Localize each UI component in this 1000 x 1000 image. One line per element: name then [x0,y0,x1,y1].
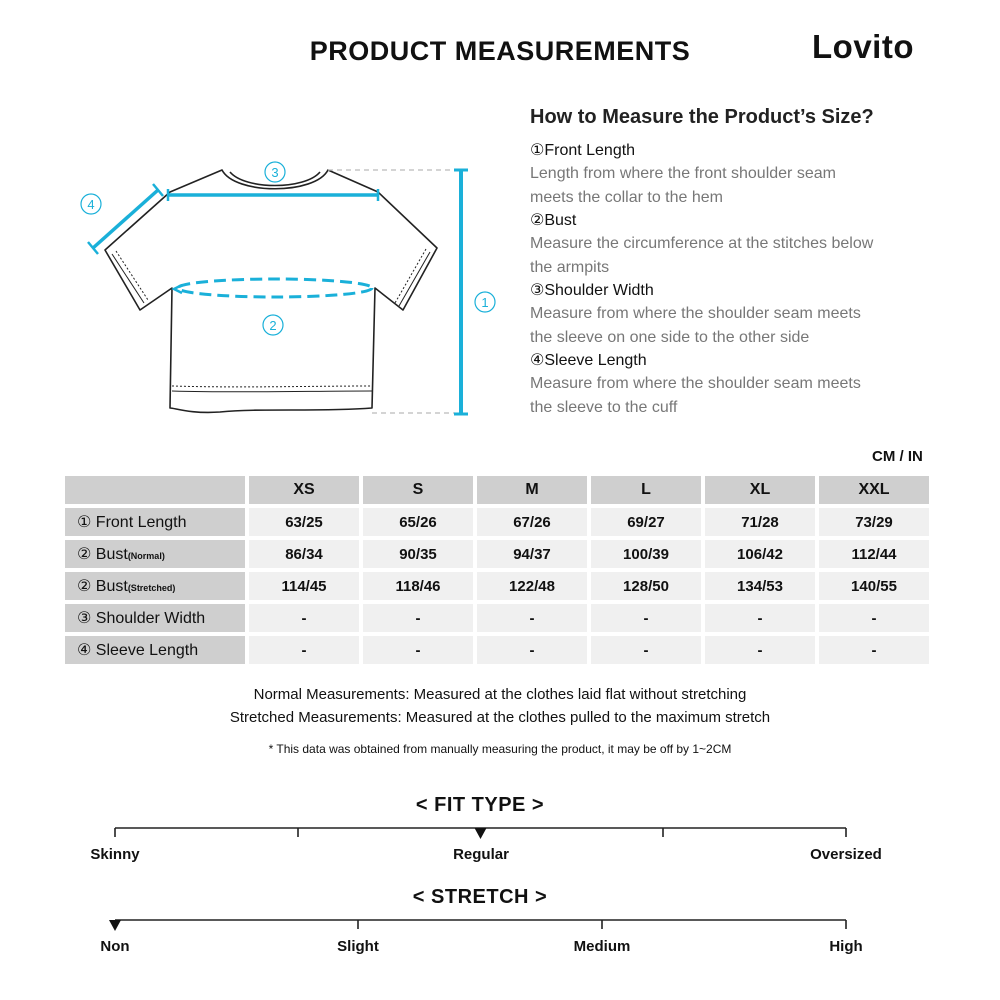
marker-bust: 2 [269,318,277,333]
howto-item [530,350,950,419]
table-cell: - [363,604,473,632]
table-cell: 65/26 [363,508,473,536]
marker-front-length: 1 [481,295,489,310]
row-label: ④ Sleeve Length [65,636,245,664]
howto-title: How to Measure the Product’s Size? [530,106,874,128]
disclaimer: * This data was obtained from manually measuring the product, it may be off by 1~2CM [268,742,732,756]
stretch-label-medium: Medium [573,938,631,955]
table-cell: - [477,604,587,632]
table-cell: - [249,636,359,664]
table-corner [65,476,245,504]
page-title: PRODUCT MEASUREMENTS [309,36,691,66]
fit-type-scale [0,820,1000,844]
fit-label-skinny: Skinny [90,846,140,863]
table-cell: 67/26 [477,508,587,536]
table-cell: 90/35 [363,540,473,568]
table-row [65,604,929,632]
table-cell: 112/44 [819,540,929,568]
table-cell: 134/53 [705,572,815,600]
stretched-note: Stretched Measurements: Measured at the clothes pulled to the maximum stretch [229,709,771,726]
howto-item-desc: Measure from where the shoulder seam meets [530,305,861,322]
fit-type-title: < FIT TYPE > [415,794,545,816]
howto-list [530,140,950,420]
howto-item-desc: the sleeve to the cuff [530,398,678,416]
table-cell: - [477,636,587,664]
measurement-notes [0,683,1000,729]
howto-item-name: ④Sleeve Length [530,352,647,369]
table-cell: 140/55 [819,572,929,600]
stretch-label-non: Non [100,938,130,955]
table-row [65,636,929,664]
table-cell: 69/27 [591,508,701,536]
table-cell: 73/29 [819,508,929,536]
marker-shoulder: 3 [271,165,279,180]
table-cell: - [591,636,701,664]
size-header: XL [705,476,815,504]
size-header: S [363,476,473,504]
row-label: ① Front Length [65,508,245,536]
table-row [65,572,929,600]
howto-item-desc: the sleeve on one side to the other side [530,328,810,346]
table-cell: 94/37 [477,540,587,568]
size-table [61,472,933,668]
howto-item-name: ①Front Length [530,142,636,159]
stretch-title: < STRETCH > [412,886,548,908]
row-label: ③ Shoulder Width [65,604,245,632]
table-cell: 128/50 [591,572,701,600]
table-cell: 106/42 [705,540,815,568]
table-cell: 63/25 [249,508,359,536]
table-cell: 71/28 [705,508,815,536]
table-cell: 118/46 [363,572,473,600]
table-cell: - [819,636,929,664]
units-label: CM / IN [872,448,923,465]
row-label: ② Bust(Stretched) [65,572,245,600]
table-cell: - [819,604,929,632]
tshirt-outline [105,170,437,412]
stretch-label-high: High [829,938,863,955]
table-cell: - [249,604,359,632]
howto-item-desc: Measure the circumference at the stitches below [530,235,874,252]
table-cell: 114/45 [249,572,359,600]
row-label: ② Bust(Normal) [65,540,245,568]
howto-item [530,140,950,209]
size-header: XS [249,476,359,504]
howto-item-name: ②Bust [530,212,577,229]
howto-item-desc: the armpits [530,258,610,276]
howto-item-desc: meets the collar to the hem [530,188,723,206]
howto-item [530,280,950,349]
stretch-selected-marker [109,920,121,931]
table-cell: 122/48 [477,572,587,600]
table-cell: - [705,604,815,632]
stretch-scale [0,912,1000,936]
normal-note: Normal Measurements: Measured at the clothes laid flat without stretching [253,686,747,703]
fit-label-regular: Regular [453,846,509,863]
table-cell: - [705,636,815,664]
brand-logo: Lovito [812,28,914,65]
table-row [65,540,929,568]
table-cell: - [591,604,701,632]
table-row [65,508,929,536]
size-header: L [591,476,701,504]
table-cell: 86/34 [249,540,359,568]
tshirt-diagram [60,150,520,430]
howto-item-desc: Measure from where the shoulder seam meets [530,375,861,392]
size-header: XXL [819,476,929,504]
fit-label-oversized: Oversized [810,846,882,863]
marker-sleeve: 4 [87,197,95,212]
stretch-label-slight: Slight [337,938,379,955]
table-header-row [65,476,929,504]
table-cell: 100/39 [591,540,701,568]
howto-item [530,210,950,279]
howto-item-name: ③Shoulder Width [530,282,654,299]
fit-selected-marker [475,828,487,839]
table-cell: - [363,636,473,664]
howto-item-desc: Length from where the front shoulder seam [530,165,836,182]
size-header: M [477,476,587,504]
